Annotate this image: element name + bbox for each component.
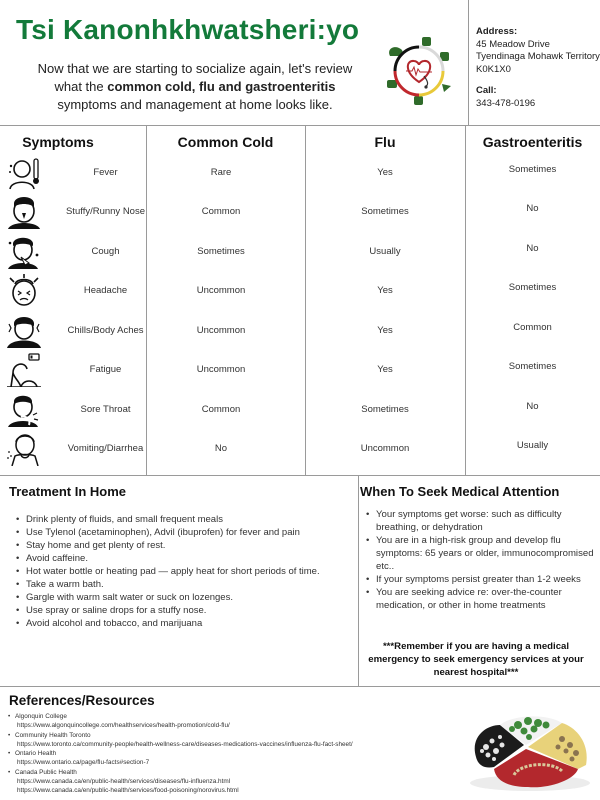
col-header-flu: Flu <box>374 134 396 150</box>
reference-item <box>8 731 353 750</box>
references-divider <box>0 686 600 687</box>
reference-item <box>8 712 353 731</box>
header-divider <box>0 125 600 126</box>
table-col-divider-2 <box>305 126 306 475</box>
cell-common-cold: Uncommon <box>196 285 246 296</box>
reference-url[interactable]: https://www.algonquincollege.com/healthservices/health-promotion/cold-flu/ <box>17 722 230 730</box>
phone-number[interactable]: 343-478-0196 <box>476 97 536 109</box>
reference-name: Community Health Toronto <box>15 731 91 739</box>
page-title: Tsi Kanonhkhwatsheri:yo <box>16 14 360 45</box>
contact-info <box>476 26 600 110</box>
turtle-leg-bottom <box>414 96 423 105</box>
medical-attention-list <box>364 508 596 612</box>
reference-name: Canada Public Health <box>15 768 77 776</box>
cell-gastroenteritis: Usually <box>516 440 549 451</box>
reference-url[interactable]: https://www.ontario.ca/page/flu-facts#section-7 <box>17 759 150 767</box>
fatigue-low-battery-icon <box>7 353 41 387</box>
treatment-item: • Use Tylenol (acetaminophen), Advil (ibuprofen) for fever and pain <box>14 526 354 539</box>
medical-attention-item: • If your symptoms persist greater than 1-2 weeks <box>364 573 596 586</box>
cell-gastroenteritis: No <box>526 401 539 412</box>
chills-icon <box>7 314 41 348</box>
emergency-reminder: ***Remember if you are having a medical emergency to seek emergency services at your nearest hospital*** <box>368 641 584 678</box>
reference-item <box>8 768 353 796</box>
cell-common-cold: Common <box>201 206 241 217</box>
cell-common-cold: Sometimes <box>197 246 245 257</box>
cell-flu: Yes <box>377 167 393 178</box>
address-line-2: Tyendinaga Mohawk Territory <box>476 51 600 62</box>
turtle-medicine-wheel-logo-icon <box>384 34 454 106</box>
cell-common-cold: Uncommon <box>196 325 246 336</box>
cell-common-cold: No <box>214 443 228 454</box>
intro-text-post: symptoms and management at home looks like. <box>57 97 333 112</box>
symptom-name: Chills/Body Aches <box>67 325 144 336</box>
table-col-divider-3 <box>465 126 466 475</box>
treatment-item: • Use spray or saline drops for a stuffy nose. <box>14 604 354 617</box>
medical-attention-item: • Your symptoms get worse: such as difficulty breathing, or dehydration <box>364 508 596 534</box>
cell-flu: Uncommon <box>360 443 410 454</box>
nausea-icon <box>7 432 41 466</box>
treatment-item: • Hot water bottle or heating pad — apply heat for short periods of time. <box>14 565 354 578</box>
reference-item <box>8 749 353 768</box>
treatment-item: • Stay home and get plenty of rest. <box>14 539 354 552</box>
cell-common-cold: Common <box>201 404 241 415</box>
treatment-title: Treatment In Home <box>9 484 127 499</box>
references-title: References/Resources <box>9 693 155 708</box>
cell-gastroenteritis: No <box>526 203 539 214</box>
intro-text <box>30 60 360 114</box>
cell-gastroenteritis: Sometimes <box>508 282 557 293</box>
cell-flu: Sometimes <box>361 404 409 415</box>
treatment-list <box>14 513 354 630</box>
runny-nose-icon <box>7 195 41 229</box>
cell-flu: Yes <box>377 325 393 336</box>
turtle-leg-top <box>422 37 431 46</box>
cell-flu: Yes <box>377 364 393 375</box>
symptom-name: Vomiting/Diarrhea <box>67 443 144 454</box>
cell-flu: Yes <box>377 285 393 296</box>
intro-text-pre: Now that we are starting to socialize again, let's review what the <box>37 61 353 94</box>
fever-thermometer-icon <box>7 156 41 190</box>
symptom-name: Cough <box>91 246 120 257</box>
cell-gastroenteritis: Common <box>513 322 552 333</box>
cell-common-cold: Rare <box>210 167 232 178</box>
cell-gastroenteritis: Sometimes <box>508 361 557 372</box>
reference-url[interactable]: https://www.canada.ca/en/public-health/services/diseases/flu-influenza.html <box>17 778 231 786</box>
medical-attention-title: When To Seek Medical Attention <box>360 484 560 499</box>
address-line-3: K0K1X0 <box>476 63 511 75</box>
medicine-bowl-image-icon <box>466 707 594 795</box>
col-header-common-cold: Common Cold <box>177 134 274 150</box>
col-header-symptoms: Symptoms <box>22 134 94 150</box>
address-label: Address: <box>476 26 518 37</box>
treatment-item: • Drink plenty of fluids, and small frequent meals <box>14 513 354 526</box>
cough-icon <box>7 235 41 269</box>
references-list <box>8 712 353 796</box>
reference-url[interactable]: https://www.toronto.ca/community-people/health-wellness-care/diseases-medications-vaccines/influenza-flu-fact-sheet/ <box>17 740 353 748</box>
turtle-tail <box>442 84 451 92</box>
reference-url[interactable]: https://www.canada.ca/en/public-health/services/food-poisoning/norovirus.html <box>17 787 239 795</box>
symptom-name: Headache <box>83 285 128 296</box>
headache-icon <box>7 274 41 308</box>
table-bottom-divider <box>0 475 600 476</box>
symptom-name: Sore Throat <box>80 404 131 415</box>
sore-throat-icon <box>7 393 41 427</box>
cell-flu: Sometimes <box>361 206 409 217</box>
symptom-name: Fever <box>93 167 118 178</box>
address-line-1: 45 Meadow Drive <box>476 38 550 50</box>
treatment-item: • Avoid caffeine. <box>14 552 354 565</box>
table-col-divider-1 <box>146 126 147 475</box>
lower-section-divider <box>358 476 359 686</box>
treatment-item: • Avoid alcohol and tobacco, and marijuana <box>14 617 354 630</box>
cell-gastroenteritis: No <box>526 243 539 254</box>
call-label: Call: <box>476 85 497 96</box>
treatment-item: • Take a warm bath. <box>14 578 354 591</box>
treatment-item: • Gargle with warm salt water or suck on lozenges. <box>14 591 354 604</box>
intro-text-bold: common cold, flu and gastroenteritis <box>107 79 336 94</box>
medical-attention-item: • You are in a high-risk group and develop flu symptoms: 65 years or older, immunocompromised etc.. <box>364 534 596 573</box>
cell-common-cold: Uncommon <box>196 364 246 375</box>
cell-gastroenteritis: Sometimes <box>508 164 557 175</box>
symptom-name: Fatigue <box>89 364 122 375</box>
medical-attention-item: • You are seeking advice re: over-the-counter medication, or other in home treatments <box>364 586 596 612</box>
reference-name: Algonquin College <box>15 713 67 720</box>
col-header-gastroenteritis: Gastroenteritis <box>482 134 583 150</box>
reference-name: Ontario Health <box>15 750 57 758</box>
contact-divider <box>468 0 469 125</box>
turtle-leg-left <box>387 80 397 88</box>
symptom-name: Stuffy/Runny Nose <box>65 206 146 217</box>
cell-flu: Usually <box>369 246 401 257</box>
